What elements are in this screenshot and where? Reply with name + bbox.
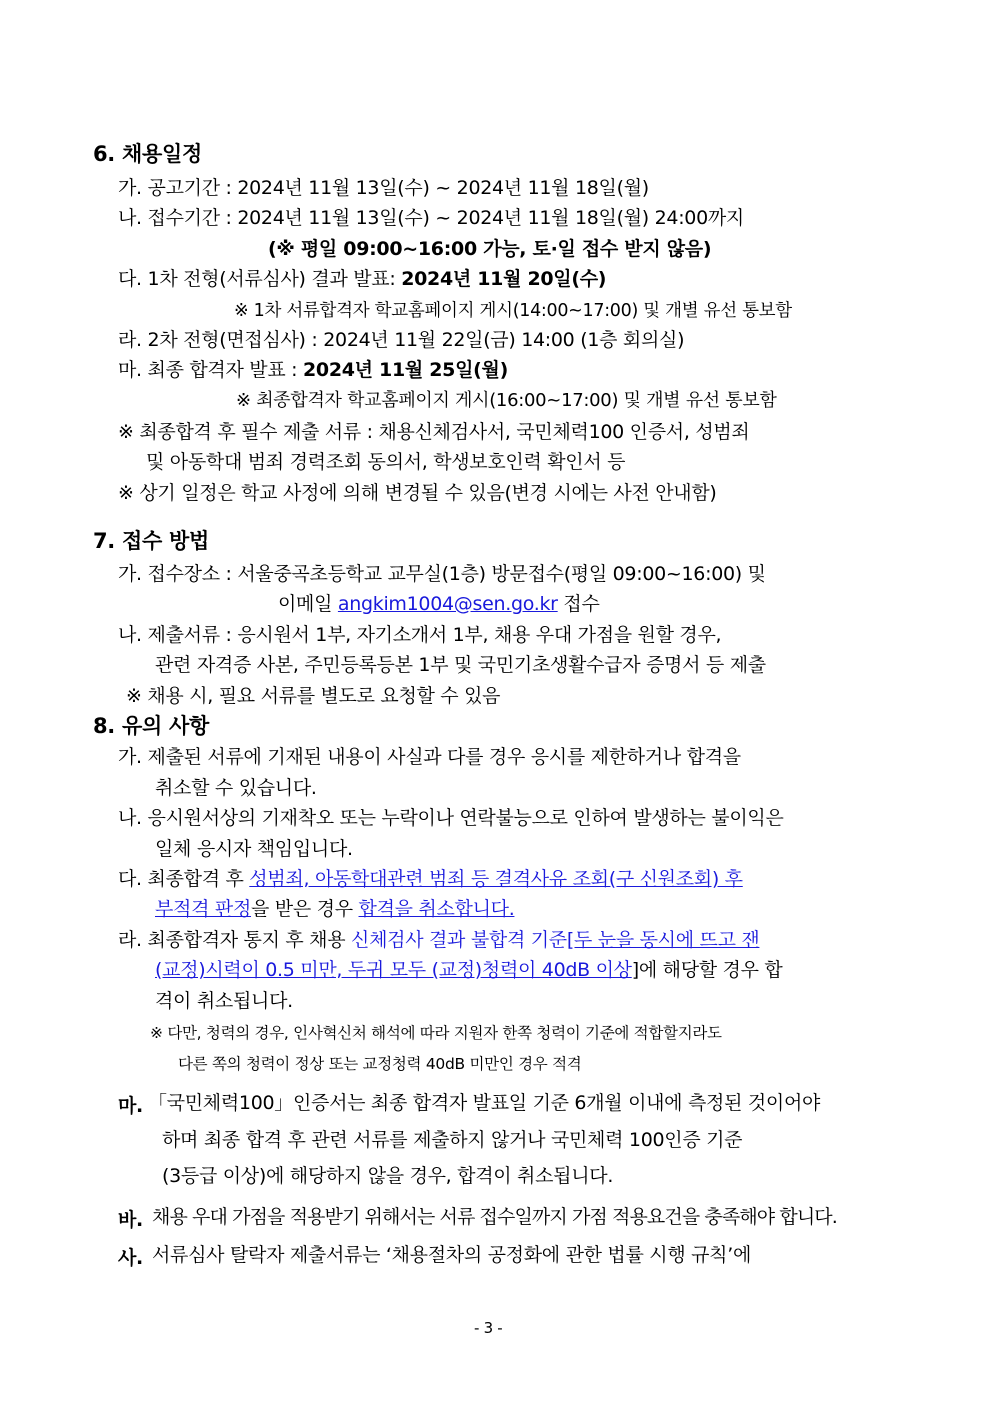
- caution-e-line-3: (3등급 이상)에 해당하지 않을 경우, 합격이 취소됩니다.: [162, 1165, 614, 1187]
- caution-e-line-2: 하며 최종 합격 후 관련 서류를 제출하지 않거나 국민체력 100인증 기준: [162, 1129, 743, 1151]
- final-announcement-line: 마. 최종 합격자 발표 : 2024년 11월 25일(월): [118, 359, 508, 381]
- caution-f-marker: 바.: [118, 1209, 143, 1231]
- final-announcement-note: ※ 최종합격자 학교홈페이지 게시(16:00~17:00) 및 개별 유선 통보함: [236, 390, 777, 411]
- schedule-change-note: ※ 상기 일정은 학교 사정에 의해 변경될 수 있음(변경 시에는 사전 안내함): [118, 482, 717, 504]
- required-documents-line-2: 및 아동학대 범죄 경력조회 동의서, 학생보호인력 확인서 등: [146, 451, 626, 473]
- notice-period-line: 가. 공고기간 : 2024년 11월 13일(수) ~ 2024년 11월 18일(월): [118, 177, 649, 199]
- first-round-result-line: 다. 1차 전형(서류심사) 결과 발표: 2024년 11월 20일(수): [118, 268, 607, 290]
- caution-d-line-2: (교정)시력이 0.5 미만, 두귀 모두 (교정)청력이 40dB 이상]에 해당할 경우 합: [155, 959, 783, 981]
- application-hours-note: (※ 평일 09:00~16:00 가능, 토·일 접수 받지 않음): [268, 238, 712, 260]
- caution-g-line: 서류심사 탈락자 제출서류는 ‘채용절차의 공정화에 관한 법률 시행 규칙’에: [152, 1244, 752, 1266]
- hearing-note-line-1: ※ 다만, 청력의 경우, 인사혁신처 해석에 따라 지원자 한쪽 청력이 기준에 적합할지라도: [150, 1024, 722, 1042]
- submission-email-line: 이메일 angkim1004@sen.go.kr 접수: [278, 593, 600, 615]
- caution-a-line-1: 가. 제출된 서류에 기재된 내용이 사실과 다를 경우 응시를 제한하거나 합격을: [118, 746, 741, 768]
- first-round-note: ※ 1차 서류합격자 학교홈페이지 게시(14:00~17:00) 및 개별 유선 통보함: [234, 301, 792, 321]
- submission-documents-line-1: 나. 제출서류 : 응시원서 1부, 자기소개서 1부, 채용 우대 가점을 원할 경우,: [118, 624, 722, 646]
- caution-e-marker: 마.: [118, 1095, 143, 1117]
- additional-documents-note: ※ 채용 시, 필요 서류를 별도로 요청할 수 있음: [126, 685, 501, 707]
- email-link[interactable]: angkim1004@sen.go.kr: [337, 593, 558, 615]
- caution-e-line-1: 「국민체력100」인증서는 최종 합격자 발표일 기준 6개월 이내에 측정된 것이어야: [148, 1092, 821, 1114]
- second-round-line: 라. 2차 전형(면접심사) : 2024년 11월 22일(금) 14:00 (1층 회의실): [118, 329, 685, 351]
- required-documents-line-1: ※ 최종합격 후 필수 제출 서류 : 채용신체검사서, 국민체력100 인증서, 성범죄: [118, 421, 750, 443]
- application-period-line: 나. 접수기간 : 2024년 11월 13일(수) ~ 2024년 11월 18일(월) 24:00까지: [118, 207, 744, 229]
- section-6-title: 6. 채용일정: [93, 142, 202, 166]
- caution-g-marker: 사.: [118, 1247, 143, 1269]
- caution-d-line-3: 격이 취소됩니다.: [155, 990, 293, 1012]
- caution-a-line-2: 취소할 수 있습니다.: [155, 777, 317, 799]
- section-8-title: 8. 유의 사항: [93, 714, 209, 738]
- hearing-note-line-2: 다른 쪽의 청력이 정상 또는 교정청력 40dB 미만인 경우 적격: [178, 1055, 582, 1073]
- caution-f-line: 채용 우대 가점을 적용받기 위해서는 서류 접수일까지 가점 적용요건을 충족해야 합니다.: [152, 1206, 837, 1228]
- submission-documents-line-2: 관련 자격증 사본, 주민등록등본 1부 및 국민기초생활수급자 증명서 등 제출: [155, 654, 766, 676]
- caution-d-line-1: 라. 최종합격자 통지 후 채용 신체검사 결과 불합격 기준[두 눈을 동시에 뜨고 잰: [118, 929, 760, 951]
- caution-c-line-2: 부적격 판정을 받은 경우 합격을 취소합니다.: [155, 898, 515, 920]
- submission-place-line: 가. 접수장소 : 서울중곡초등학교 교무실(1층) 방문접수(평일 09:00~16:00) 및: [118, 563, 766, 585]
- caution-c-line-1: 다. 최종합격 후 성범죄, 아동학대관련 범죄 등 결격사유 조회(구 신원조회) 후: [118, 868, 743, 890]
- caution-b-line-2: 일체 응시자 책임입니다.: [155, 838, 353, 860]
- section-7-title: 7. 접수 방법: [93, 529, 209, 553]
- caution-b-line-1: 나. 응시원서상의 기재착오 또는 누락이나 연락불능으로 인하여 발생하는 불이익은: [118, 807, 784, 829]
- page-number: - 3 -: [474, 1319, 503, 1337]
